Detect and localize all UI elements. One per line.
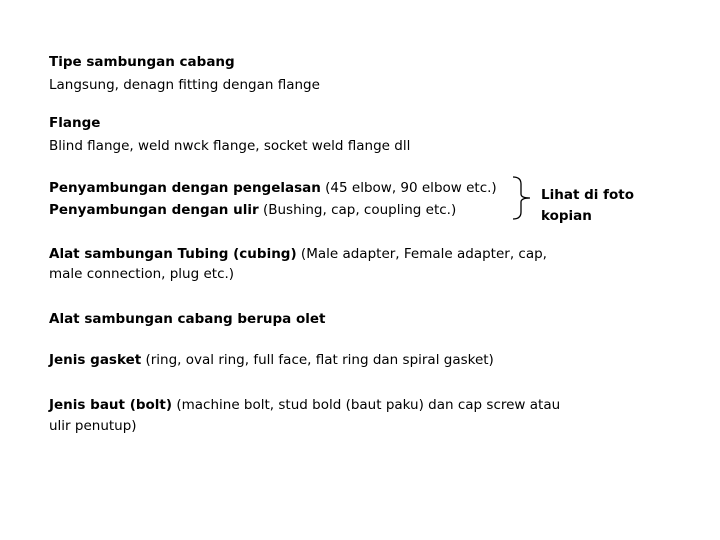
label-jenis-baut: Jenis baut (bolt): [49, 397, 173, 413]
line-penyambungan-ulir: [49, 200, 456, 220]
label-penyambungan-ulir: Penyambungan dengan ulir: [49, 202, 259, 218]
side-note-line-2: kopian: [541, 208, 592, 224]
line-penyambungan-pengelasan: [49, 178, 497, 198]
text-jenis-baut: (machine bolt, stud bold (baut paku) dan cap screw atau: [172, 397, 561, 413]
label-jenis-gasket: Jenis gasket: [49, 352, 142, 368]
text-penyambungan-ulir: (Bushing, cap, coupling etc.): [258, 202, 457, 218]
text-alat-sambungan-tubing: (Male adapter, Female adapter, cap,: [296, 246, 547, 262]
line-jenis-gasket: [49, 350, 494, 370]
text-flange: Blind flange, weld nwck flange, socket weld flange dll: [49, 138, 411, 154]
side-note-line-1: Lihat di foto: [541, 187, 634, 203]
heading-alat-sambungan-cabang-olet: Alat sambungan cabang berupa olet: [49, 311, 326, 327]
text-penyambungan-pengelasan: (45 elbow, 90 elbow etc.): [320, 180, 497, 196]
text-alat-sambungan-tubing-line-2: male connection, plug etc.): [49, 266, 235, 282]
text-jenis-gasket: (ring, oval ring, full face, flat ring dan spiral gasket): [141, 352, 494, 368]
curly-brace-icon: [510, 176, 532, 220]
label-alat-sambungan-tubing: Alat sambungan Tubing (cubing): [49, 246, 297, 262]
line-jenis-baut: [49, 395, 560, 415]
text-tipe-sambungan-cabang: Langsung, denagn fitting dengan flange: [49, 77, 320, 93]
side-note: [541, 185, 634, 227]
heading-tipe-sambungan-cabang: Tipe sambungan cabang: [49, 54, 235, 70]
label-penyambungan-pengelasan: Penyambungan dengan pengelasan: [49, 180, 321, 196]
heading-flange: Flange: [49, 115, 101, 131]
line-alat-sambungan-tubing: [49, 244, 547, 264]
text-jenis-baut-line-2: ulir penutup): [49, 418, 137, 434]
